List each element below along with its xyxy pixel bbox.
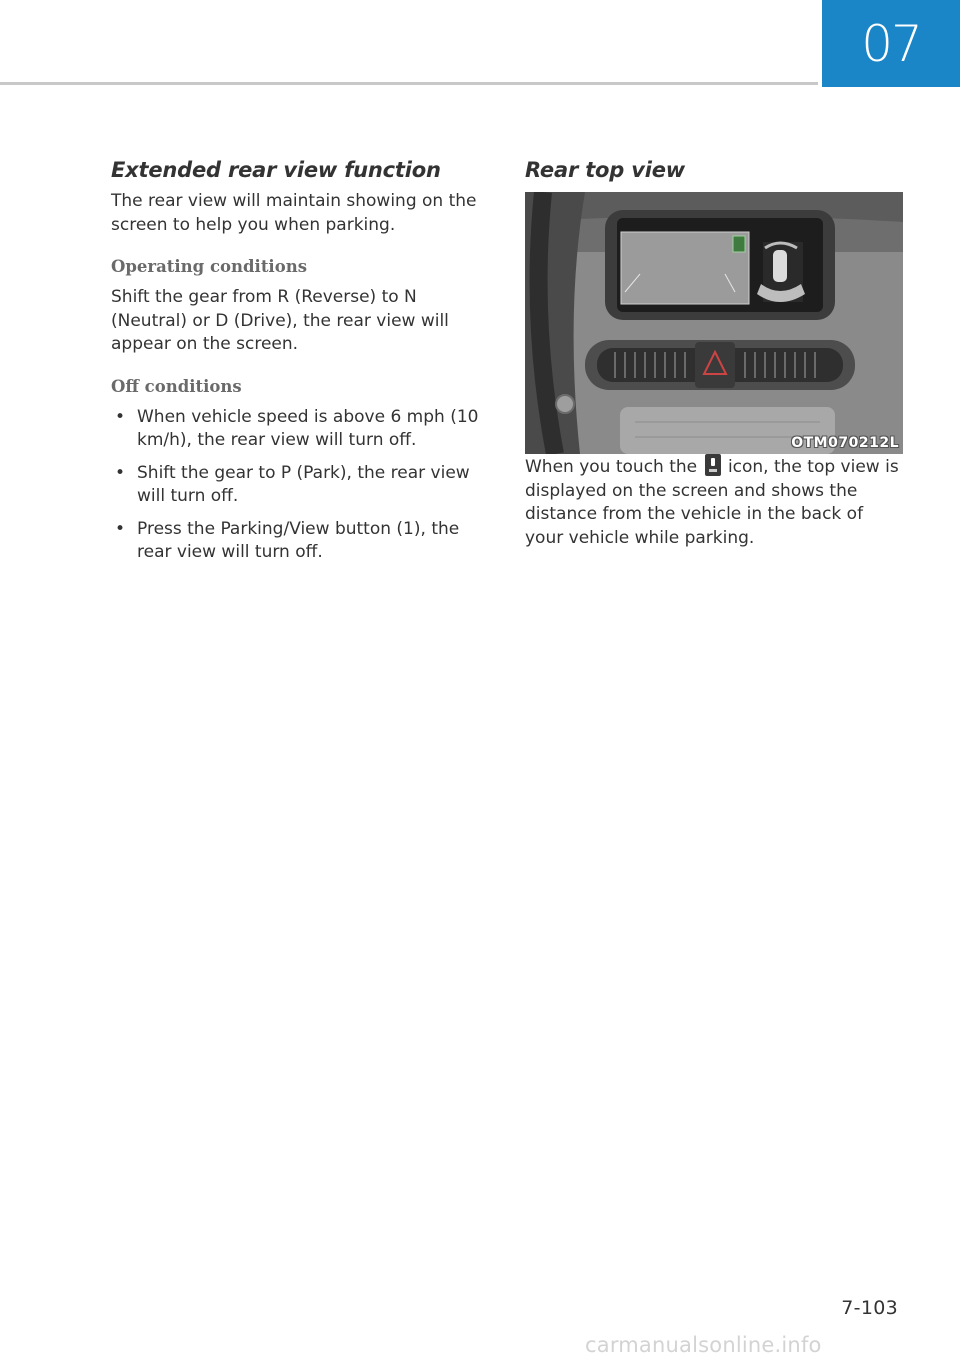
page-number: 7-103 [841, 1297, 898, 1319]
dashboard-illustration [525, 192, 903, 454]
list-item-text: When vehicle speed is above 6 mph (10 km/h), the rear view will turn off. [137, 406, 479, 450]
operating-conditions-title: Operating conditions [111, 257, 307, 276]
watermark: carmanualsonline.info [585, 1333, 822, 1357]
intro-paragraph: The rear view will maintain showing on the screen to help you when parking. [111, 191, 477, 235]
off-conditions-list [111, 406, 496, 565]
top-view-text-before: When you touch the [525, 457, 698, 477]
chapter-tab: 07 [822, 0, 960, 87]
top-view-text-after: icon, the top view is displayed on the screen and shows the distance from the vehicle in the back of your vehicle while parking. [525, 457, 899, 548]
dashboard-photo [525, 192, 903, 454]
off-conditions-title: Off conditions [111, 376, 242, 396]
left-column [111, 158, 496, 574]
list-item [111, 462, 496, 509]
top-view-paragraph [525, 454, 905, 550]
list-item-text: Press the Parking/View button (1), the rear view will turn off. [137, 518, 460, 562]
photo-code: OTM070212L [791, 435, 899, 451]
bullet-icon: • [115, 518, 126, 539]
section-title-rear-top-view: Rear top view [525, 158, 685, 182]
list-item [111, 406, 496, 453]
top-view-icon [705, 454, 721, 476]
operating-conditions-text: Shift the gear from R (Reverse) to N (Neutral) or D (Drive), the rear view will appear on the screen. [111, 287, 449, 354]
list-item-text: Shift the gear to P (Park), the rear view will turn off. [137, 462, 470, 506]
header-rule [0, 82, 818, 85]
right-column [525, 158, 905, 550]
bullet-icon: • [115, 462, 126, 483]
section-title-extended-rear-view: Extended rear view function [111, 158, 441, 182]
list-item [111, 518, 496, 565]
bullet-icon: • [115, 406, 126, 427]
